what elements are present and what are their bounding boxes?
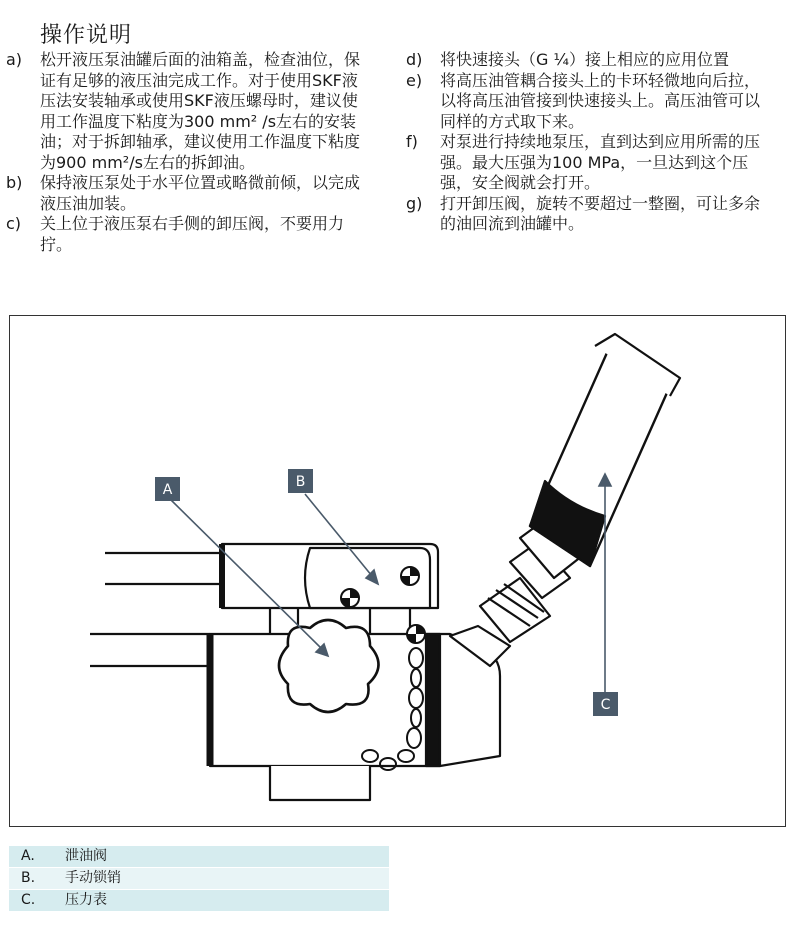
callout-label-b: B: [295, 474, 306, 490]
callout-label-a: A: [162, 482, 173, 498]
step-b: [6, 173, 371, 214]
step-text: 关上位于液压泵右手侧的卸压阀，不要用力拧。: [40, 214, 345, 254]
step-label: d): [406, 50, 423, 69]
step-text: 打开卸压阀，旋转不要超过一整圈，可让多余的油回流到油罐中。: [440, 193, 761, 233]
step-f: [406, 132, 771, 194]
step-label: f): [406, 132, 418, 151]
release-valve-knob: [279, 620, 379, 712]
legend-row: [9, 868, 389, 890]
step-d: [406, 50, 771, 71]
step-text: 松开液压泵油罐后面的油箱盖，检查油位，保证有足够的液压油完成工作。对于使用SKF液压法安装轴承或使用SKF液压螺母时，建议使用工作温度下粘度为300 mm² /s左右的安装油；对于拆卸轴承，建议使用工作温度下粘度为900 mm²/s左右的拆卸油。: [40, 50, 361, 172]
step-text: 保持液压泵处于水平位置或略微前倾，以完成液压油加装。: [40, 173, 361, 213]
step-c: [6, 214, 371, 255]
legend-row: [9, 846, 389, 868]
legend-value: 泄油阀: [65, 848, 107, 864]
step-label: a): [6, 50, 23, 69]
handle-tube-top: [105, 553, 222, 584]
step-text: 将快速接头（G ¼）接上相应的应用位置: [440, 50, 729, 69]
step-a: [6, 50, 371, 173]
step-label: b): [6, 173, 23, 192]
page-title: 操作说明: [40, 23, 133, 48]
handle-tube-bottom: [90, 634, 210, 666]
callout-c: [593, 692, 618, 716]
step-e: [406, 71, 771, 133]
pump-diagram: [9, 315, 786, 827]
legend-key: A.: [21, 848, 35, 864]
pump-base: [270, 766, 370, 800]
callout-a: [155, 477, 180, 501]
step-label: c): [6, 214, 22, 233]
step-text: 将高压油管耦合接头上的卡环轻微地向后拉，以将高压油管接到快速接头上。高压油管可以同样的方式取下来。: [440, 70, 761, 131]
callout-label-c: C: [600, 697, 611, 713]
step-label: g): [406, 193, 423, 213]
legend-key: C.: [21, 892, 36, 908]
step-text: 对泵进行持续地泵压，直到达到应用所需的压强。最大压强为100 MPa，一旦达到这个压强，安全阀就会打开。: [440, 132, 761, 192]
pump-illustration: [10, 316, 787, 828]
instructions-right-column: [406, 50, 771, 235]
callout-b: [288, 469, 313, 493]
legend-row: [9, 890, 389, 912]
legend-value: 手动锁销: [65, 870, 121, 886]
legend-table: [9, 846, 389, 912]
step-label: e): [406, 70, 423, 90]
legend-key: B.: [21, 870, 36, 886]
step-g: [406, 194, 771, 235]
instructions-left-column: [6, 50, 371, 255]
legend-value: 压力表: [65, 892, 107, 908]
